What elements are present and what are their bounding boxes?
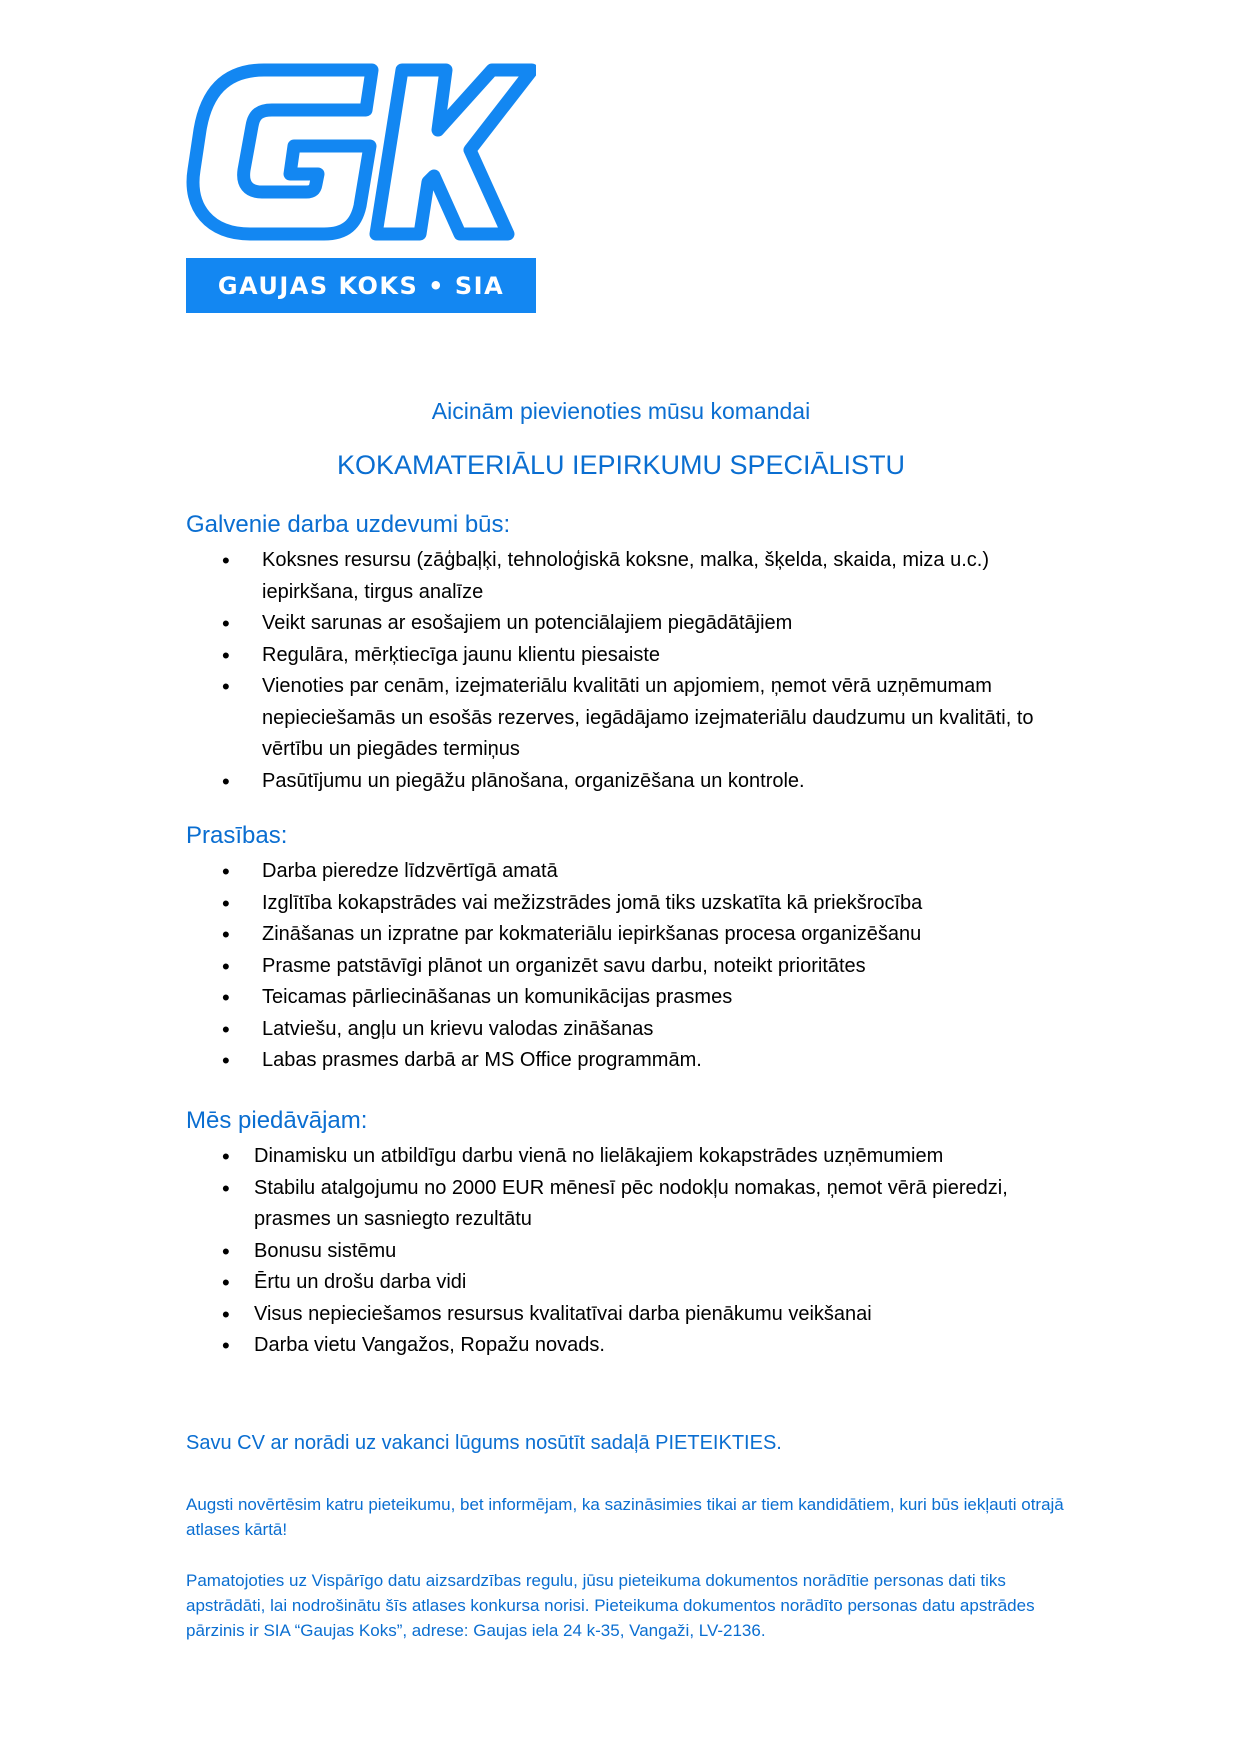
logo-banner: GAUJAS KOKS • SIA: [186, 258, 536, 313]
offer-section: [186, 1107, 1086, 1362]
duties-list: [186, 545, 1086, 797]
list-item: • Zināšanas un izpratne par kokmateriālu iepirkšanas procesa organizēšanu: [186, 919, 1086, 951]
offer-heading: Mēs piedāvājam:: [186, 1107, 368, 1134]
list-item: • Izglītība kokapstrādes vai mežizstrādes jomā tiks uzskatīta kā priekšrocība: [186, 888, 1086, 920]
duties-section: [186, 511, 1086, 797]
list-item: • Vienoties par cenām, izejmateriālu kvalitāti un apjomiem, ņemot vērā uzņēmumam nepieciešamās un esošās rezerves, iegādājamo izejmateriālu daudzumu un kvalitāti, to vērtību un piegādes termiņus: [186, 671, 1086, 766]
list-item: • Darba pieredze līdzvērtīgā amatā: [186, 856, 1086, 888]
company-logo: [186, 58, 536, 314]
requirements-section: [186, 822, 1086, 1077]
selection-notice: Augsti novērtēsim katru pieteikumu, bet informējam, ka sazināsimies tikai ar tiem kandidātiem, kuri būs iekļauti otrajā atlases kārtā!: [186, 1495, 1064, 1539]
list-item: • Latviešu, angļu un krievu valodas zināšanas: [186, 1014, 1086, 1046]
requirements-list: [186, 856, 1086, 1077]
duties-heading: Galvenie darba uzdevumi būs:: [186, 511, 511, 538]
logo-letter-g: [193, 70, 372, 234]
list-item: • Dinamisku un atbildīgu darbu vienā no lielākajiem kokapstrādes uzņēmumiem: [186, 1141, 1086, 1173]
list-item: • Prasme patstāvīgi plānot un organizēt savu darbu, noteikt prioritātes: [186, 951, 1086, 983]
list-item: • Labas prasmes darbā ar MS Office programmām.: [186, 1045, 1086, 1077]
list-item: • Koksnes resursu (zāģbaļķi, tehnoloģiskā koksne, malka, šķelda, skaida, miza u.c.) iepirkšana, tirgus analīze: [186, 545, 1086, 608]
apply-instruction: Savu CV ar norādi uz vakanci lūgums nosūtīt sadaļā PIETEIKTIES.: [186, 1432, 782, 1454]
logo-letter-k: [376, 70, 532, 234]
list-item: • Ērtu un drošu darba vidi: [186, 1267, 1086, 1299]
list-item: • Regulāra, mērķtiecīga jaunu klientu piesaiste: [186, 640, 1086, 672]
list-item: • Visus nepieciešamos resursus kvalitatīvai darba pienākumu veikšanai: [186, 1299, 1086, 1331]
gk-monogram-logo: [186, 58, 536, 243]
list-item: • Darba vietu Vangažos, Ropažu novads.: [186, 1330, 1086, 1362]
list-item: • Teicamas pārliecināšanas un komunikācijas prasmes: [186, 982, 1086, 1014]
gdpr-notice: Pamatojoties uz Vispārīgo datu aizsardzības regulu, jūsu pieteikuma dokumentos norādītie personas dati tiks apstrādāti, lai nodrošinātu šīs atlases konkursa norisi. Pieteikuma dokumentos norādīto personas datu apstrādes pārzinis ir SIA “Gaujas Koks”, adrese: Gaujas iela 24 k-35, Vangaži, LV-2136.: [186, 1571, 1035, 1640]
requirements-heading: Prasības:: [186, 822, 288, 849]
offer-list: [186, 1141, 1086, 1362]
job-title: KOKAMATERIĀLU IEPIRKUMU SPECIĀLISTU: [336, 450, 906, 480]
intro-text: Aicinām pievienoties mūsu komandai: [431, 398, 811, 424]
list-item: • Veikt sarunas ar esošajiem un potenciālajiem piegādātājiem: [186, 608, 1086, 640]
list-item: • Pasūtījumu un piegāžu plānošana, organizēšana un kontrole.: [186, 766, 1086, 798]
list-item: • Stabilu atalgojumu no 2000 EUR mēnesī pēc nodokļu nomakas, ņemot vērā pieredzi, prasmes un sasniegto rezultātu: [186, 1173, 1086, 1236]
list-item: • Bonusu sistēmu: [186, 1236, 1086, 1268]
